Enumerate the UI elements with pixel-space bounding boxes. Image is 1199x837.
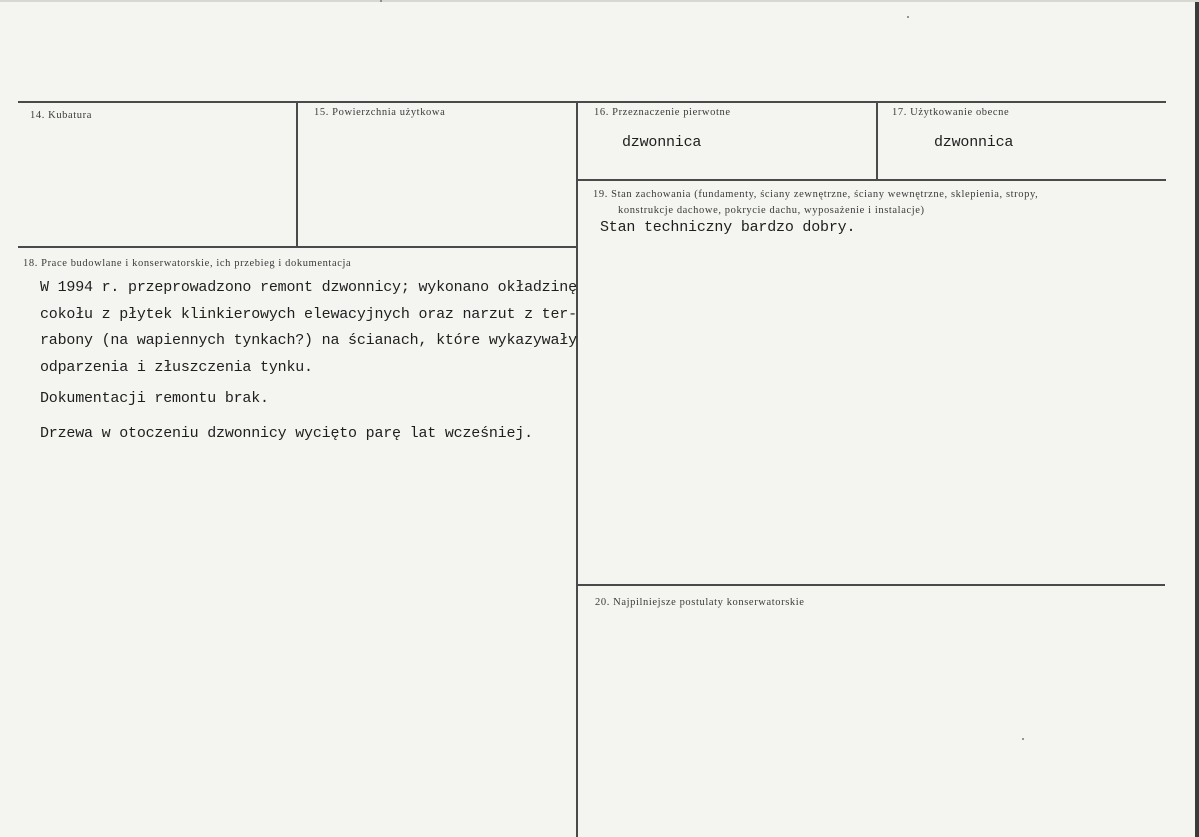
field-18-paragraph-2: Dokumentacji remontu brak. <box>40 390 269 407</box>
field-16-label: 16. Przeznaczenie pierwotne <box>594 107 731 118</box>
field-18-line: cokołu z płytek klinkierowych elewacyjnych oraz narzut z ter- <box>40 305 577 323</box>
top-rule <box>18 101 1166 103</box>
field-18-line: odparzenia i złuszczenia tynku. <box>40 358 313 376</box>
field-18-paragraph-3: Drzewa w otoczeniu dzwonnicy wycięto parę lat wcześniej. <box>40 425 533 442</box>
rule-under-14-15 <box>18 246 578 248</box>
field-20-label: 20. Najpilniejsze postulaty konserwatorskie <box>595 597 805 608</box>
field-19-value: Stan techniczny bardzo dobry. <box>600 219 856 236</box>
field-14-label: 14. Kubatura <box>30 110 93 121</box>
field-15-label: 15. Powierzchnia użytkowa <box>314 107 446 118</box>
field-18-line: rabony (na wapiennych tynkach?) na ścianach, które wykazywały <box>40 332 577 349</box>
paper-speck <box>380 0 382 2</box>
field-19-label-line-2: konstrukcje dachowe, pokrycie dachu, wyposażenie i instalacje) <box>618 205 925 216</box>
rule-above-20 <box>577 584 1165 586</box>
field-17-label: 17. Użytkowanie obecne <box>892 107 1010 118</box>
card-top-edge <box>0 0 1199 2</box>
field-16-value: dzwonnica <box>622 134 702 151</box>
field-17-value: dzwonnica <box>934 134 1014 151</box>
divider-15-16 <box>576 102 578 837</box>
field-19-label-line-1: 19. Stan zachowania (fundamenty, ściany zewnętrzne, ściany wewnętrzne, sklepienia, stropy, <box>593 189 1039 200</box>
field-18-label: 18. Prace budowlane i konserwatorskie, ich przebieg i dokumentacja <box>23 258 352 269</box>
field-18-text <box>40 275 577 381</box>
paper-speck <box>907 16 909 18</box>
divider-16-17 <box>876 102 878 180</box>
divider-14-15 <box>296 102 298 246</box>
rule-under-16-17 <box>577 179 1166 181</box>
paper-speck <box>1022 738 1024 740</box>
field-18-line: W 1994 r. przeprowadzono remont dzwonnicy; wykonano okładzinę <box>40 279 577 296</box>
